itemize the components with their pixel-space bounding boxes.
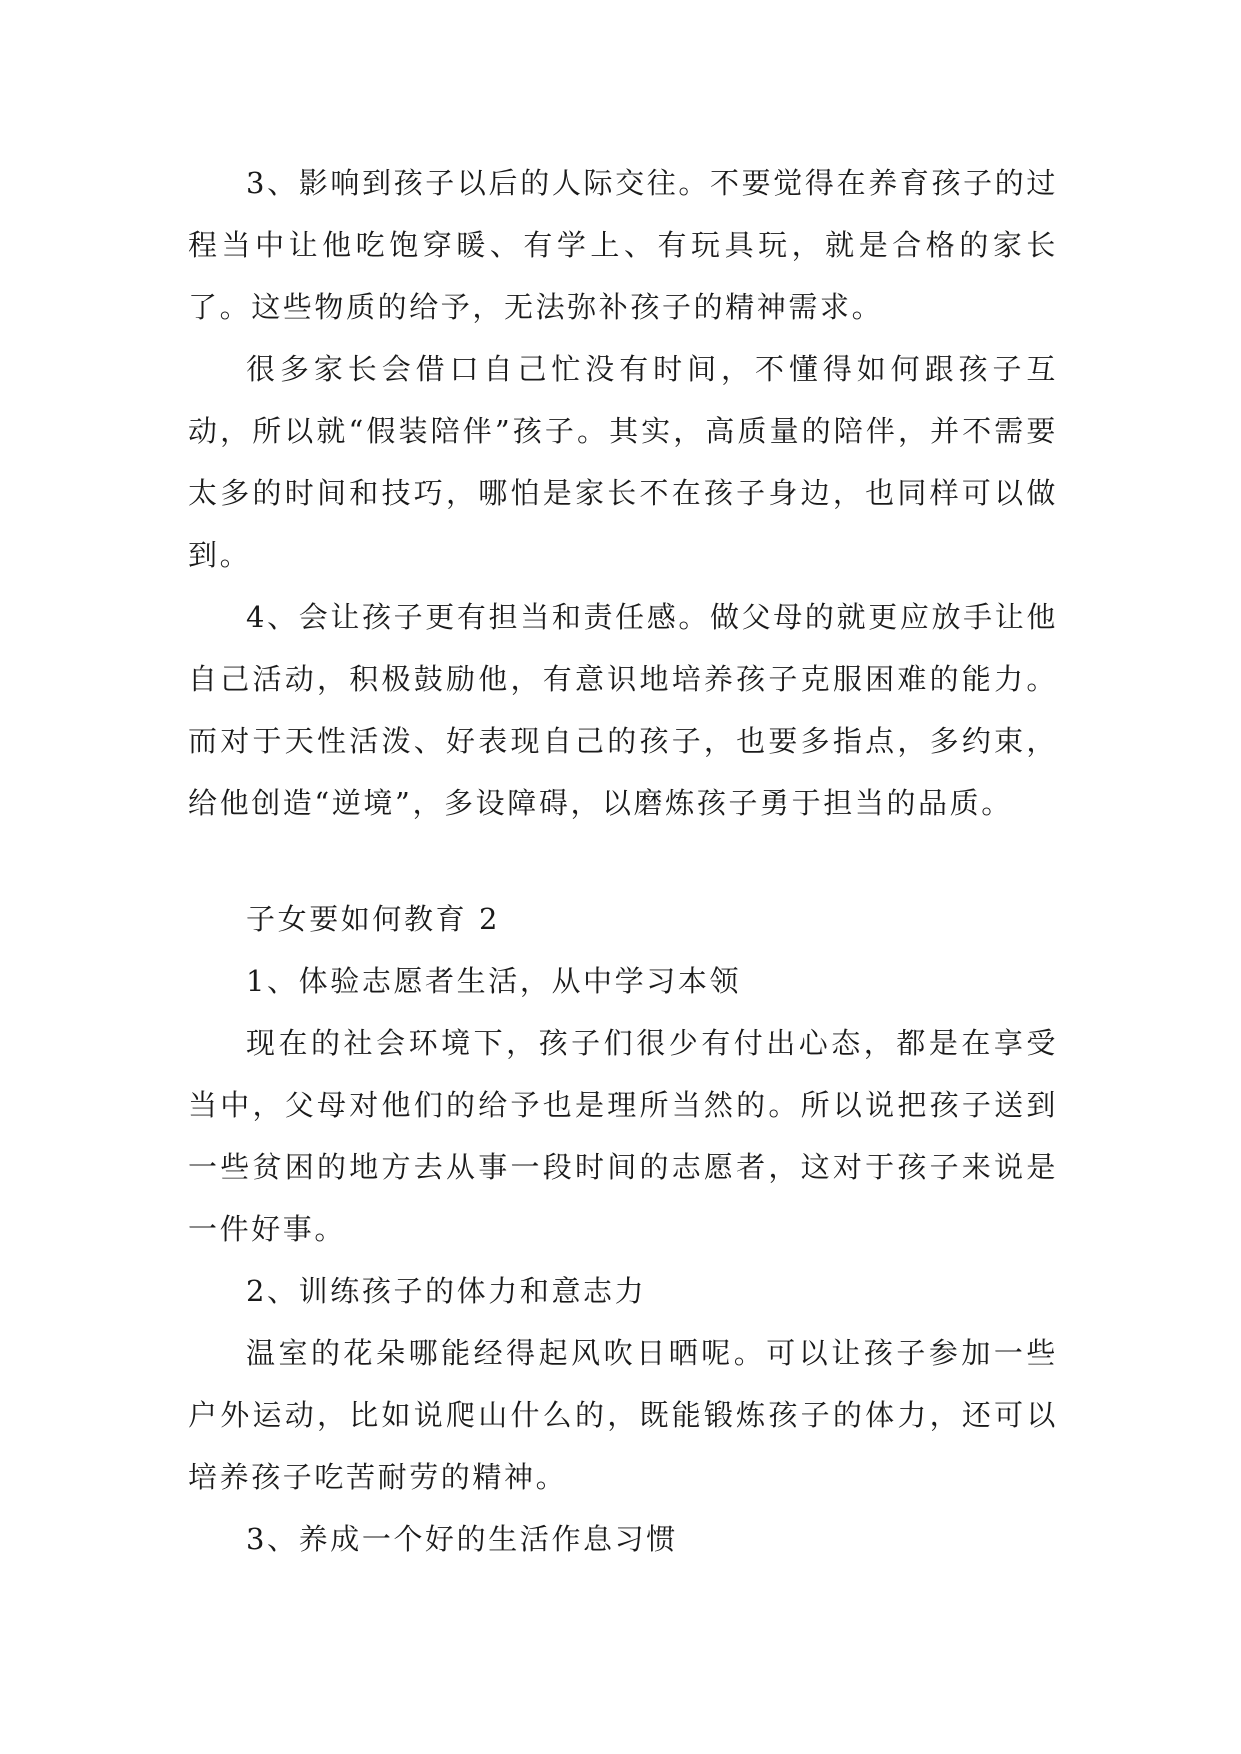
- paragraph-influence-social: 3、影响到孩子以后的人际交往。不要觉得在养育孩子的过程当中让他吃饱穿暖、有学上、有玩具玩，就是合格的家长了。这些物质的给予，无法弥补孩子的精神需求。: [188, 166, 1058, 324]
- paragraph-physical-training: 温室的花朵哪能经得起风吹日晒呢。可以让孩子参加一些户外运动，比如说爬山什么的，既能锻炼孩子的体力，还可以培养孩子吃苦耐劳的精神。: [188, 1336, 1058, 1494]
- paragraph-volunteer: 现在的社会环境下，孩子们很少有付出心态，都是在享受当中，父母对他们的给予也是理所当然的。所以说把孩子送到一些贫困的地方去从事一段时间的志愿者，这对于孩子来说是一件好事。: [188, 1026, 1058, 1246]
- paragraph-fake-companionship: 很多家长会借口自己忙没有时间，不懂得如何跟孩子互动，所以就“假装陪伴”孩子。其实，高质量的陪伴，并不需要太多的时间和技巧，哪怕是家长不在孩子身边，也同样可以做到。: [188, 352, 1058, 572]
- section-title: 子女要如何教育 2: [246, 902, 501, 936]
- subhead-physical-training: 2、训练孩子的体力和意志力: [246, 1274, 647, 1308]
- subhead-routine: 3、养成一个好的生活作息习惯: [246, 1522, 678, 1556]
- paragraph-responsibility: 4、会让孩子更有担当和责任感。做父母的就更应放手让他自己活动，积极鼓励他，有意识地培养孩子克服困难的能力。而对于天性活泼、好表现自己的孩子，也要多指点，多约束，给他创造“逆境”，多设障碍，以磨炼孩子勇于担当的品质。: [188, 600, 1058, 820]
- subhead-volunteer: 1、体验志愿者生活，从中学习本领: [246, 964, 742, 998]
- document-page: [188, 152, 1058, 1570]
